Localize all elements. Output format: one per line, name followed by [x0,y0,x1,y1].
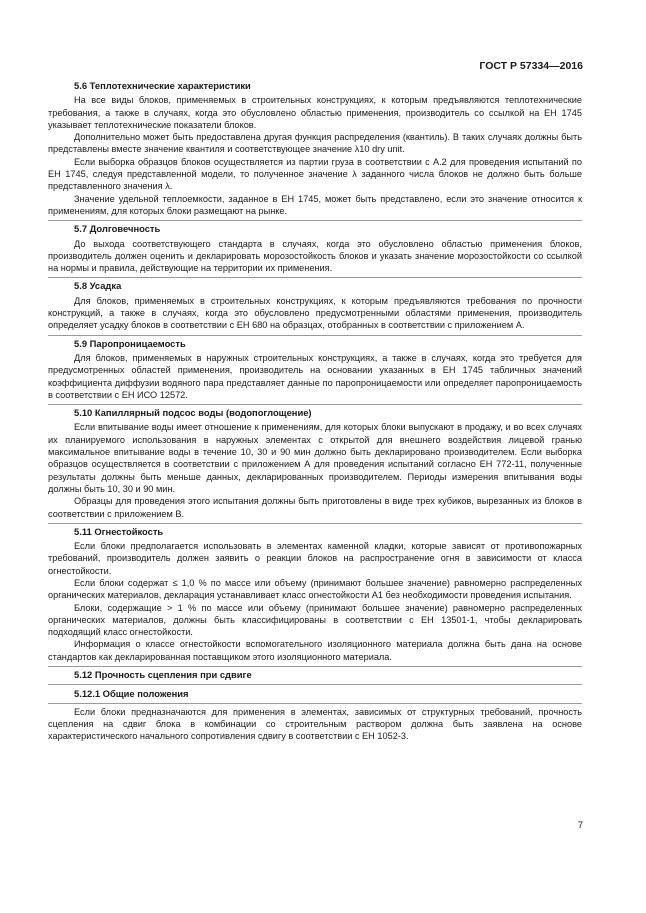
section-5-7 [48,223,582,274]
paragraph: Если выборка образцов блоков осуществляется из партии груза в соответствии с А.2 для проведения испытаний по ЕН 1745, следуя представленной модели, то полученное значение λ заданного числа блоков не должно быть больше представленного значения λ. [48,156,582,192]
paragraph: Если блоки предполагается использовать в элементах каменной кладки, которые зависят от противопожарных требований, производитель должен заявить о реакции блоков на распространение огня в зависимости от класса огнестойкости. [48,541,582,576]
paragraph: Блоки, содержащие > 1 % по массе или объему (принимают большее значение) равномерно распределенных органических материалов, должны быть классифицированы в соответствии с ЕН 13501-1, чтобы декларировать подходящий класс огнестойкости. [48,602,582,638]
paragraph: Если блоки содержат ≤ 1,0 % по массе или объему (принимают большее значение) равномерно распределенных органических материалов, декларация устанавливает класс огнестойкости A1 без необходимости проведения испытания. [48,577,582,601]
section-5-10 [48,407,582,520]
section-title: 5.7 Долговечность [74,223,161,235]
paragraph: Для блоков, применяемых в наружных строительных конструкциях, а также в случаях, когда это требуется для предусмотренных областей применения, производитель на основании указанных в ЕН 1745 табличных значений коэффициента диффузии водяного пара представляет данные по паропроницаемости или определяет паропроницаемость в соответствии с ЕН ИСО 12572. [48,352,582,400]
section-5-12-1 [48,684,582,742]
document-body [48,80,582,746]
section-title: 5.12 Прочность сцепления при сдвиге [74,669,252,681]
paragraph: Дополнительно может быть предоставлена другая функция распределения (квантиль). В таких случаях должны быть представлены вместе значение квантиля и соответствующее значение λ10 dry unit. [48,132,582,155]
section-title: 5.11 Огнестойкость [74,525,164,537]
subsection-title: 5.12.1 Общие положения [48,684,582,700]
paragraph: На все виды блоков, применяемых в строительных конструкциях, к которым предъявляются теплотехнические требования, а также в случаях, когда это обусловлено областью применения, производитель со ссылкой на ЕН 1745 указывает теплотехнические показатели блоков. [48,95,582,130]
section-divider [48,277,582,278]
section-5-6 [48,80,582,217]
section-title: 5.8 Усадка [74,280,122,292]
paragraph: Значение удельной теплоемкости, заданное в ЕН 1745, может быть представлено, если это значение относится к применениям, для которых блоки размещают на рынке. [48,193,582,216]
paragraph: До выхода соответствующего стандарта в случаях, когда это обусловлено областью применения блоков, производитель должен оценить и декларировать морозостойкость блоков и указать значение морозостойкости со ссылкой на нормы и правила, действующие на территории их применения. [48,238,582,274]
section-5-12 [48,669,582,681]
paragraph: Информация о классе огнестойкости вспомогательного изоляционного материала должна быть дана на основе стандартов как декларированная поставщиком этого изоляционного материала. [48,639,582,662]
section-5-8 [48,280,582,331]
paragraph: Для блоков, применяемых в строительных конструкциях, к которым предъявляются требования по прочности конструкций, а также в случаях, когда это обусловлено предусмотренными областями применения, производитель определяет усадку блоков в соответствии с ЕН 680 на образцах, отобранных в соответствии с приложением А. [48,295,582,331]
section-divider [48,666,582,667]
paragraph: Если блоки предназначаются для применения в элементах, зависимых от структурных требований, прочность сцепления на сдвиг блока в комбинации со строительным раствором должна быть заявлена на основе характеристического начального сопротивления сдвигу в соответствии с ЕН 1052-3. [48,703,582,743]
standard-header: ГОСТ Р 57334—2016 [479,60,583,72]
paragraph: Если впитывание воды имеет отношение к применениям, для которых блоки выпускают в продажу, и во всех случаях их планируемого использования в наружных элементах с открытой для внешнего воздействия лицевой гранью максимальное впитывание воды в течение 10, 30 и 90 мин должно быть декларировано производителем. Если выборка образцов осуществляется в соответствии с приложением А для проведения испытаний согласно ЕН 772-11, полученные результаты должны быть меньше данных, декларированных производителем. Периоды измерения впитывания воды должны быть 10, 30 и 90 мин. [48,422,582,494]
section-divider [48,220,582,221]
page-number: 7 [577,820,583,831]
section-5-9 [48,338,582,401]
section-divider [48,404,582,405]
paragraph: Образцы для проведения этого испытания должны быть приготовлены в виде трех кубиков, вырезанных из блоков в соответствии с приложением В. [48,496,582,519]
section-title: 5.9 Паропроницаемость [74,337,186,349]
section-divider [48,523,582,524]
section-title: 5.6 Теплотехнические характеристики [74,80,251,91]
section-5-11 [48,526,582,663]
section-title: 5.10 Капиллярный подсос воды (водопоглощение) [74,407,312,419]
section-divider [48,335,582,336]
